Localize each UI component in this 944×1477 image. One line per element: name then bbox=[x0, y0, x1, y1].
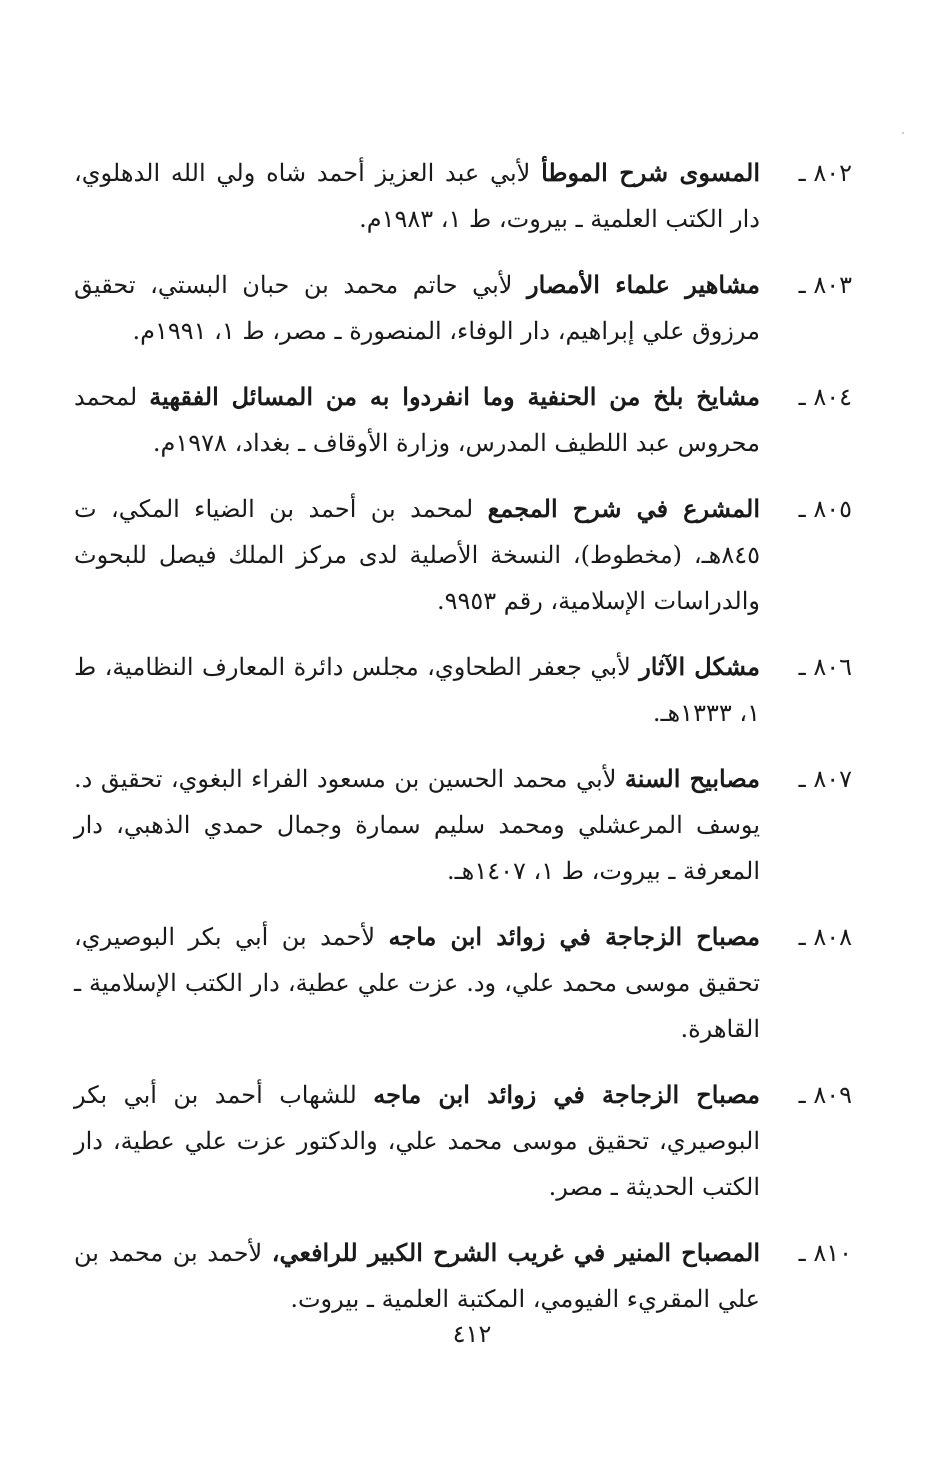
entry-body bbox=[74, 374, 760, 466]
bibliography-entry bbox=[74, 1072, 852, 1210]
bibliography-entry bbox=[74, 914, 852, 1052]
entry-number: ٨١٠ ـ bbox=[798, 1239, 852, 1267]
entry-text: لأحمد بن محمد بن علي المقريء الفيومي، المكتبة العلمية ـ بيروت. bbox=[74, 1239, 760, 1313]
entry-body bbox=[74, 914, 760, 1052]
bibliography-page bbox=[74, 150, 852, 1342]
bibliography-entry bbox=[74, 262, 852, 354]
entry-title: مصابيح السنة bbox=[624, 764, 761, 793]
entry-title: مصباح الزجاجة في زوائد ابن ماجه bbox=[373, 1080, 761, 1109]
entry-body bbox=[74, 262, 760, 354]
entry-text: لأبي حاتم محمد بن حبان البستي، تحقيق مرزوق علي إبراهيم، دار الوفاء، المنصورة ـ مصر، ط ١، ١٩٩١م. bbox=[74, 271, 760, 345]
bibliography-entry bbox=[74, 374, 852, 466]
entry-title: مصباح الزجاجة في زوائد ابن ماجه bbox=[388, 922, 760, 951]
entry-number: ٨٠٦ ـ bbox=[798, 653, 852, 681]
bibliography-entry bbox=[74, 486, 852, 624]
entry-number: ٨٠٥ ـ bbox=[798, 495, 852, 523]
bibliography-entry bbox=[74, 150, 852, 242]
entry-body bbox=[74, 756, 760, 894]
entry-text: لمحمد محروس عبد اللطيف المدرس، وزارة الأوقاف ـ بغداد، ١٩٧٨م. bbox=[74, 383, 760, 457]
entry-text: لأبي عبد العزيز أحمد شاه ولي الله الدهلوي، دار الكتب العلمية ـ بيروت، ط ١، ١٩٨٣م. bbox=[74, 159, 760, 233]
entry-number: ٨٠٤ ـ bbox=[798, 383, 852, 411]
bibliography-entry bbox=[74, 644, 852, 736]
entry-title: مشكل الآثار bbox=[639, 652, 760, 681]
entry-title: المشرع في شرح المجمع bbox=[487, 494, 760, 523]
entry-title: المصباح المنير في غريب الشرح الكبير للرافعي، bbox=[271, 1238, 761, 1267]
scan-speck bbox=[902, 132, 904, 134]
entry-text: لمحمد بن أحمد بن الضياء المكي، ت ٨٤٥هـ، (مخطوط)، النسخة الأصلية لدى مركز الملك فيصل للبحوث والدراسات الإسلامية، رقم ٩٩٥٣. bbox=[74, 495, 760, 615]
entry-body bbox=[74, 1072, 760, 1210]
entry-body bbox=[74, 644, 760, 736]
entry-title: المسوى شرح الموطأ bbox=[541, 158, 760, 187]
entry-number: ٨٠٩ ـ bbox=[798, 1081, 852, 1109]
entry-number: ٨٠٢ ـ bbox=[798, 159, 852, 187]
page-number: ٤١٢ bbox=[452, 1320, 492, 1348]
entry-text: لأحمد بن أبي بكر البوصيري، تحقيق موسى محمد علي، ود. عزت علي عطية، دار الكتب الإسلامية ـ القاهرة. bbox=[74, 923, 761, 1043]
entry-body bbox=[74, 486, 760, 624]
entry-number: ٨٠٨ ـ bbox=[798, 923, 852, 951]
bibliography-entry bbox=[74, 756, 852, 894]
entry-text: لأبي جعفر الطحاوي، مجلس دائرة المعارف النظامية، ط ١، ١٣٣٣هـ. bbox=[74, 653, 760, 727]
entry-text: للشهاب أحمد بن أبي بكر البوصيري، تحقيق موسى محمد علي، والدكتور عزت علي عطية، دار الكتب الحديثة ـ مصر. bbox=[74, 1081, 760, 1201]
entry-number: ٨٠٣ ـ bbox=[798, 271, 852, 299]
entry-text: لأبي محمد الحسين بن مسعود الفراء البغوي، تحقيق د. يوسف المرعشلي ومحمد سليم سمارة وجمال حمدي الذهبي، دار المعرفة ـ بيروت، ط ١، ١٤٠٧هـ. bbox=[74, 765, 760, 885]
entry-body bbox=[74, 150, 760, 242]
entry-number: ٨٠٧ ـ bbox=[798, 765, 852, 793]
entry-body bbox=[74, 1230, 760, 1322]
entry-title: مشاهير علماء الأمصار bbox=[527, 270, 760, 299]
entry-title: مشايخ بلخ من الحنفية وما انفردوا به من المسائل الفقهية bbox=[149, 382, 760, 411]
bibliography-entry bbox=[74, 1230, 852, 1322]
